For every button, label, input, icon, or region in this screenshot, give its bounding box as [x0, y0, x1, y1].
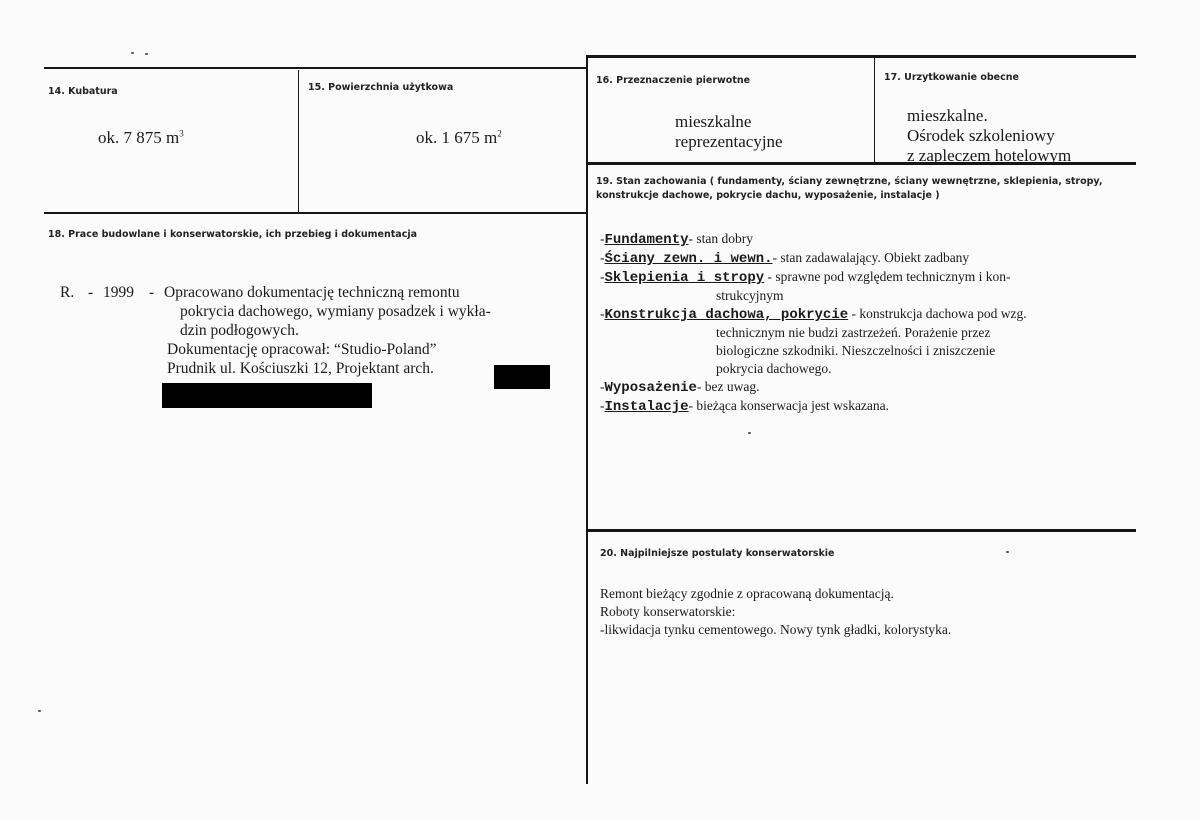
item-continuation: pokrycia dachowego. — [716, 361, 832, 376]
entry-line: dzin podłogowych. — [180, 322, 299, 339]
field-17-value — [907, 106, 1071, 166]
condition-item — [600, 230, 1100, 249]
field-17-line: Ośrodek szkoleniowy — [907, 126, 1055, 145]
scan-speck — [145, 53, 148, 55]
item-text: - bieżąca konserwacja jest wskazana. — [688, 398, 890, 413]
field-14-value-text: ok. 7 875 m — [98, 128, 180, 147]
field-16-line: mieszkalne — [675, 112, 752, 131]
field-20-label: 20. Najpilniejsze postulaty konserwatorskie — [600, 548, 835, 559]
item-continuation: strukcyjnym — [716, 288, 784, 303]
item-text: - konstrukcja dachowa pod wzg. — [848, 306, 1027, 321]
field-14-value-sup: 3 — [179, 128, 184, 139]
field-17-line: mieszkalne. — [907, 106, 988, 125]
rule-right-lower — [588, 529, 1136, 532]
condition-item — [600, 378, 1100, 397]
entry-line: Prudnik ul. Kościuszki 12, Projektant arch. — [167, 360, 434, 377]
field-18-body — [60, 283, 560, 378]
field-14-label: 14. Kubatura — [48, 86, 118, 97]
entry-line: Opracowano dokumentację techniczną remontu — [164, 284, 460, 301]
entry-dash: - — [88, 284, 94, 301]
condition-item — [600, 249, 1100, 268]
field-16-value — [675, 112, 783, 152]
item-dash: - — [600, 398, 605, 413]
item-heading: Fundamenty — [604, 232, 689, 248]
scan-speck — [131, 52, 134, 54]
field-18-entry-row — [60, 283, 560, 302]
entry-line: pokrycia dachowego, wymiany posadzek i wykła- — [180, 303, 491, 320]
scan-speck — [38, 710, 41, 712]
item-heading: Wyposażenie — [604, 380, 697, 396]
field-15-value-text: ok. 1 675 m — [416, 128, 498, 147]
item-text: - stan zadawalający. Obiekt zadbany — [772, 250, 970, 265]
postulate-line: Roboty konserwatorskie: — [600, 604, 736, 619]
rule-left-mid — [44, 212, 586, 214]
item-heading: Konstrukcja dachowa, pokrycie — [604, 307, 849, 323]
field-16-label: 16. Przeznaczenie pierwotne — [596, 75, 751, 86]
item-dash: - — [600, 250, 605, 265]
field-19-label-line: konstrukcje dachowe, pokrycie dachu, wyposażenie, instalacje ) — [596, 190, 940, 201]
entry-dash-2: - — [149, 284, 155, 301]
field-19-body — [600, 230, 1100, 416]
field-17-label: 17. Urzytkowanie obecne — [884, 72, 1019, 83]
item-continuation: biologiczne szkodniki. Nieszczelności i zniszczenie — [716, 343, 996, 358]
item-text: - bez uwag. — [696, 379, 760, 394]
redaction-bar — [162, 383, 372, 408]
item-text: - stan dobry — [688, 231, 754, 246]
item-heading: Sklepienia i stropy — [604, 270, 765, 286]
field-20-body — [600, 585, 1100, 639]
rule-14-15-divider — [298, 70, 299, 214]
field-15-label: 15. Powierzchnia użytkowa — [308, 82, 454, 93]
item-text: - sprawne pod względem technicznym i kon- — [764, 269, 1011, 284]
postulate-line: Remont bieżący zgodnie z opracowaną dokumentacją. — [600, 586, 894, 601]
item-dash: - — [600, 306, 605, 321]
field-14-value — [98, 128, 184, 148]
field-15-value — [416, 128, 502, 148]
entry-prefix: R. — [60, 284, 75, 301]
condition-item — [600, 305, 1100, 324]
rule-mid-vertical — [586, 58, 588, 784]
field-15-value-sup: 2 — [497, 128, 502, 139]
field-16-line: reprezentacyjne — [675, 132, 783, 151]
postulate-line: -likwidacja tynku cementowego. Nowy tynk gładki, kolorystyka. — [600, 622, 952, 637]
field-19-label-line: 19. Stan zachowania ( fundamenty, ściany zewnętrzne, ściany wewnętrzne, sklepienia, stropy, — [596, 176, 1103, 187]
scan-speck — [748, 432, 751, 434]
scan-speck — [1006, 551, 1009, 553]
top-rule-right — [586, 55, 1136, 58]
top-rule — [44, 67, 586, 69]
item-continuation: technicznym nie budzi zastrzeżeń. Porażenie przez — [716, 325, 991, 340]
item-heading: Ściany zewn. i wewn. — [604, 251, 773, 267]
condition-item — [600, 397, 1100, 416]
entry-line: Dokumentację opracował: “Studio-Poland” — [167, 341, 437, 358]
field-17-line: z zapleczem hotelowym — [907, 146, 1072, 165]
field-18-label: 18. Prace budowlane i konserwatorskie, ich przebieg i dokumentacja — [48, 229, 418, 240]
redaction-bar — [494, 365, 550, 389]
item-dash: - — [600, 231, 605, 246]
item-dash: - — [600, 379, 605, 394]
field-19-label — [596, 175, 1102, 203]
rule-16-17-divider — [874, 58, 875, 162]
item-dash: - — [600, 269, 605, 284]
condition-item — [600, 268, 1100, 287]
entry-year: 1999 — [103, 284, 134, 301]
item-heading: Instalacje — [604, 399, 689, 415]
